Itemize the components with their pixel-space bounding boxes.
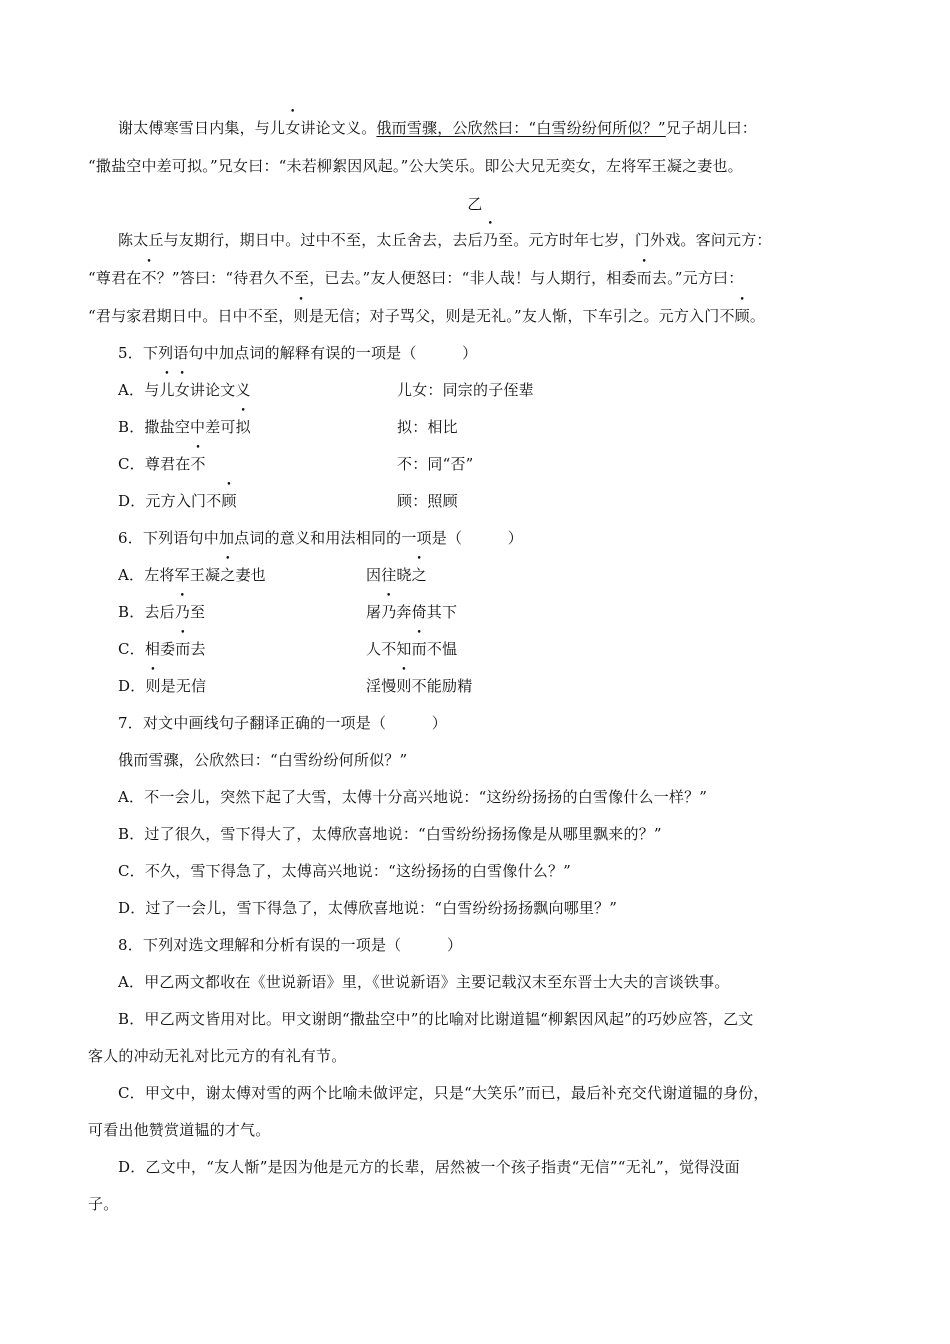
text-run: ？”答曰：“待君久不至，已去。”友人便怒曰：“非人哉！与人期行，相委 xyxy=(156,269,637,287)
text-run: 讲论文义。 xyxy=(300,119,377,137)
q7-option-d: D．过了一会儿，雪下得急了，太傅欣喜地说：“白雪纷纷扬扬飘向哪里？” xyxy=(118,899,618,917)
text-run: 妻也 xyxy=(235,566,266,584)
q7-stem: 7．对文中画线句子翻译正确的一项是（ ） xyxy=(118,714,447,732)
q6-option-d xyxy=(118,676,206,696)
text-run: C．尊君在 xyxy=(118,455,191,473)
text-run: 是无信；对子骂父，则是无礼。”友人惭，下车引之。元方入门不 xyxy=(308,307,735,325)
q8-option-c-line-2: 可看出他赞赏道韫的才气。 xyxy=(88,1121,271,1139)
text-run: 不愠 xyxy=(426,640,458,658)
dotted-char: 而 xyxy=(175,640,191,658)
q8-option-c-line-1: C．甲文中，谢太傅对雪的两个比喻未做评定，只是“大笑乐”而已，最后补充交代谢道韫的身份， xyxy=(118,1084,769,1102)
dotted-char: 女 xyxy=(174,381,190,399)
underlined-sentence: 俄而雪骤，公欣然曰：“白雪纷纷何所似？” xyxy=(376,119,666,137)
text-run: 去 xyxy=(190,640,206,658)
q5-option-d xyxy=(118,491,237,511)
text-run: B．去后 xyxy=(118,603,175,621)
q5-stem: 5．下列语句中加点词的解释有误的一项是（ ） xyxy=(118,344,478,362)
q6-option-c-compare xyxy=(366,639,457,659)
text-run: 不能励精 xyxy=(411,677,473,695)
q8-option-a: A．甲乙两文都收在《世说新语》里，《世说新语》主要记载汉末至东晋士大夫的言谈铁事。 xyxy=(118,973,730,991)
q8-option-d-line-2: 子。 xyxy=(88,1195,119,1213)
q6-option-b-compare xyxy=(366,602,457,622)
q7-option-c: C．不久，雪下得急了，太傅高兴地说：“这纷扬扬的白雪像什么？” xyxy=(118,862,572,880)
q5-option-a xyxy=(118,380,251,400)
text-run: A．与 xyxy=(118,381,160,399)
dotted-char: 女 xyxy=(285,119,301,137)
text-run: 淫慢 xyxy=(366,677,397,695)
q5-option-b-explanation: 拟：相比 xyxy=(397,418,458,436)
q8-option-b-line-2: 客人的冲动无礼对比元方的有礼有节。 xyxy=(88,1047,347,1065)
text-run: 兄子胡儿曰： xyxy=(665,119,757,137)
q5-option-c xyxy=(118,454,206,474)
dotted-char: 而 xyxy=(411,640,427,658)
q7-option-a: A．不一会儿，突然下起了大雪，太傅十分高兴地说：“这纷纷扬扬的白雪像什么一样？” xyxy=(118,788,708,806)
text-run: 奔倚其下 xyxy=(396,603,458,621)
q5-option-c-explanation: 不：同“否” xyxy=(397,455,474,473)
passage-b-line-3 xyxy=(88,306,765,326)
text-run: 。 xyxy=(749,307,766,325)
q8-option-d-line-1: D．乙文中，“友人惭”是因为他是元方的长辈，居然被一个孩子指责“无信”“无礼”，觉得没面 xyxy=(118,1158,740,1176)
text-run: D． xyxy=(118,677,146,695)
q6-option-a xyxy=(118,565,266,585)
text-run: 去。”元方曰： xyxy=(651,269,744,287)
text-run: 因往晓 xyxy=(366,566,412,584)
dotted-char: 乃 xyxy=(174,603,191,621)
dotted-char: 乃 xyxy=(381,603,397,621)
passage-b-heading: 乙 xyxy=(467,195,483,213)
q6-option-a-compare xyxy=(366,565,427,585)
text-run: 讲论文义 xyxy=(189,381,251,399)
text-run: 是无信 xyxy=(160,677,207,695)
text-run: B．撒盐空中差可 xyxy=(118,418,236,436)
dotted-char: 则 xyxy=(293,307,309,325)
text-run: 陈太丘与友期行，期日中。过中不至，太丘舍去，去后 xyxy=(118,231,483,249)
text-run: 屠 xyxy=(366,603,382,621)
text-run: 谢太傅寒雪日内集，与儿 xyxy=(118,119,286,137)
text-run: 至。元方时年七岁，门外戏。客问元方： xyxy=(498,231,772,249)
passage-b-line-1 xyxy=(118,230,772,250)
dotted-char: 顾 xyxy=(734,307,750,325)
q7-sentence: 俄而雪骤，公欣然曰：“白雪纷纷何所似？” xyxy=(118,751,408,769)
dotted-char: 之 xyxy=(220,566,236,584)
q6-option-b xyxy=(118,602,205,622)
q8-option-b-line-1: B．甲乙两文皆用对比。甲文谢朗“撒盐空中”的比喻对比谢道韫“柳絮因风起”的巧妙应答，乙文 xyxy=(118,1010,754,1028)
q6-option-c xyxy=(118,639,206,659)
text-run: D．元方入门不 xyxy=(118,492,222,510)
dotted-char: 顾 xyxy=(221,492,237,510)
q5-option-a-explanation: 儿女：同宗的子侄辈 xyxy=(397,381,534,399)
text-run: A．左将军王凝 xyxy=(118,566,221,584)
q8-stem: 8．下列对选文理解和分析有误的一项是（ ） xyxy=(118,936,463,954)
dotted-char: 乃 xyxy=(482,231,499,249)
dotted-char: 拟 xyxy=(235,418,251,436)
passage-a-line-2: “撒盐空中差可拟。”兄女曰：“未若柳絮因风起。”公大笑乐。即公大兄无奕女，左将军王凝之妻也。 xyxy=(88,157,743,175)
q5-option-b xyxy=(118,417,251,437)
q7-option-b: B．过了很久，雪下得大了，太傅欣喜地说：“白雪纷纷扬扬像是从哪里飘来的？” xyxy=(118,825,662,843)
passage-a-line-1 xyxy=(118,118,757,138)
text-run: 至 xyxy=(190,603,206,621)
passage-b-line-2 xyxy=(88,268,743,288)
dotted-char: 不 xyxy=(141,269,157,287)
dotted-char: 之 xyxy=(411,566,427,584)
dotted-char: 不 xyxy=(190,455,206,473)
q6-stem: 6．下列语句中加点词的意义和用法相同的一项是（ ） xyxy=(118,529,523,547)
dotted-char: 则 xyxy=(396,677,412,695)
text-run: 人不知 xyxy=(366,640,412,658)
q6-option-d-compare xyxy=(366,676,472,696)
text-run: “尊君在 xyxy=(88,269,142,287)
q5-option-d-explanation: 顾：照顾 xyxy=(397,492,458,510)
text-run: “君与家君期日中。日中不至， xyxy=(88,307,294,325)
dotted-char: 则 xyxy=(145,677,161,695)
dotted-char: 儿 xyxy=(159,381,175,399)
text-run: C．相委 xyxy=(118,640,176,658)
dotted-char: 而 xyxy=(636,269,652,287)
